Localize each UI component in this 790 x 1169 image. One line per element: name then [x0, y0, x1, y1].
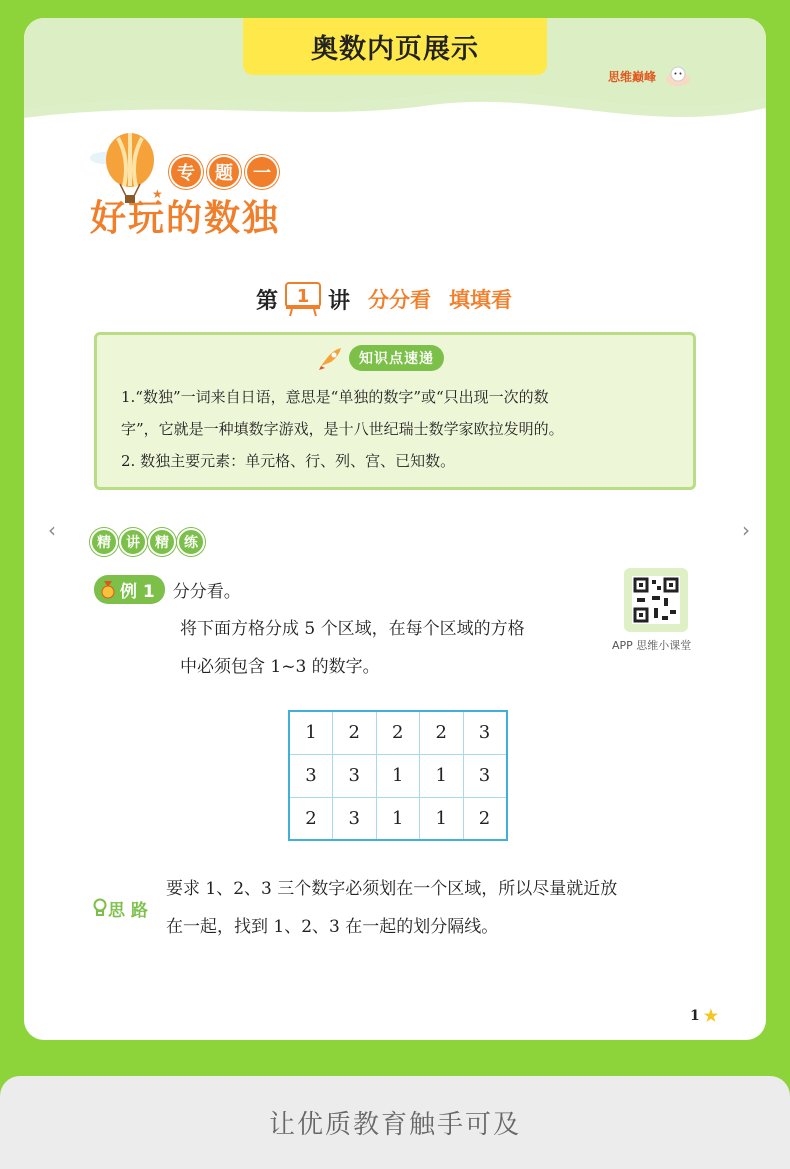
grid-cell: 2 — [420, 711, 464, 754]
section-char: 练 — [177, 528, 205, 556]
topic-title: 好玩的数独 — [90, 197, 281, 239]
mascot-icon — [662, 65, 694, 87]
page-number: 1 — [690, 1007, 700, 1024]
thinking-line: 要求 1、2、3 三个数字必须划在一个区域，所以尽量就近放 — [166, 879, 618, 899]
grid-cell: 3 — [463, 754, 507, 797]
grid-cell: 2 — [376, 711, 420, 754]
grid-row — [289, 797, 507, 840]
prev-page-arrow-icon[interactable]: ‹ — [48, 518, 56, 542]
thinking-text — [166, 870, 706, 946]
knowledge-box — [94, 332, 696, 490]
example-header — [94, 575, 241, 604]
lecture-heading — [256, 281, 512, 317]
lecture-suffix: 讲 — [328, 288, 351, 314]
grid-cell: 2 — [463, 797, 507, 840]
lecture-subtitle-2: 填填看 — [449, 288, 513, 312]
grid-cell: 2 — [333, 711, 377, 754]
topic-badge-row — [169, 155, 283, 189]
qr-label: APP 思维小课堂 — [612, 639, 692, 652]
section-char: 讲 — [119, 528, 147, 556]
medal-icon — [100, 581, 116, 599]
number-grid — [288, 710, 508, 841]
star-icon: ★ — [703, 1006, 719, 1025]
page-number-row — [690, 1006, 718, 1025]
grid-cell: 1 — [420, 754, 464, 797]
topic-char: 一 — [245, 155, 279, 189]
grid-cell: 2 — [289, 797, 333, 840]
knowledge-line: 字”，它就是一种填数字游戏，是十八世纪瑞士数学家欧拉发明的。 — [121, 420, 564, 438]
knowledge-line: 1.“数独”一词来自日语，意思是“单独的数字”或“只出现一次的数 — [121, 388, 549, 406]
grid-cell: 3 — [463, 711, 507, 754]
knowledge-label: 知识点速递 — [349, 345, 444, 371]
lecture-number: 1 — [296, 286, 310, 307]
example-body-line: 中必须包含 1~3 的数字。 — [180, 657, 380, 677]
document-page — [24, 18, 766, 1040]
brand-name: 思维巅峰 — [608, 69, 657, 84]
grid-cell: 3 — [289, 754, 333, 797]
example-label: 例 1 — [120, 582, 155, 602]
thinking-label-row — [92, 870, 166, 946]
knowledge-label-row — [317, 345, 444, 371]
svg-text:★: ★ — [152, 187, 163, 201]
grid-cell: 1 — [420, 797, 464, 840]
example-body-line: 将下面方格分成 5 个区域，在每个区域的方格 — [180, 619, 525, 639]
thinking-label: 思 路 — [108, 900, 148, 921]
grid-cell: 1 — [376, 797, 420, 840]
section-char: 精 — [90, 528, 118, 556]
qr-code-icon — [624, 568, 688, 632]
section-heading — [90, 528, 206, 556]
topic-char: 题 — [207, 155, 241, 189]
easel-number-icon — [284, 281, 322, 317]
qr-code[interactable] — [624, 568, 688, 632]
thinking-line: 在一起，找到 1、2、3 在一起的划分隔线。 — [166, 917, 499, 937]
grid-cell: 3 — [333, 754, 377, 797]
lightbulb-icon — [92, 898, 108, 918]
lecture-subtitle-1: 分分看 — [368, 288, 432, 312]
rocket-icon — [317, 346, 343, 370]
thinking-section — [92, 870, 706, 946]
topic-char: 专 — [169, 155, 203, 189]
grid-cell: 1 — [376, 754, 420, 797]
grid-row — [289, 711, 507, 754]
lecture-prefix: 第 — [256, 288, 279, 314]
brand-logo — [608, 65, 694, 87]
knowledge-line: 2. 数独主要元素：单元格、行、列、宫、已知数。 — [121, 452, 456, 470]
example-title: 分分看。 — [172, 582, 241, 602]
page-header-title: 奥数内页展示 — [243, 18, 547, 75]
section-char: 精 — [148, 528, 176, 556]
example-body — [180, 610, 600, 686]
grid-row — [289, 754, 507, 797]
grid-cell: 1 — [289, 711, 333, 754]
grid-cell: 3 — [333, 797, 377, 840]
example-badge — [94, 575, 165, 604]
footer-slogan: 让优质教育触手可及 — [0, 1076, 790, 1169]
next-page-arrow-icon[interactable]: › — [742, 518, 750, 542]
